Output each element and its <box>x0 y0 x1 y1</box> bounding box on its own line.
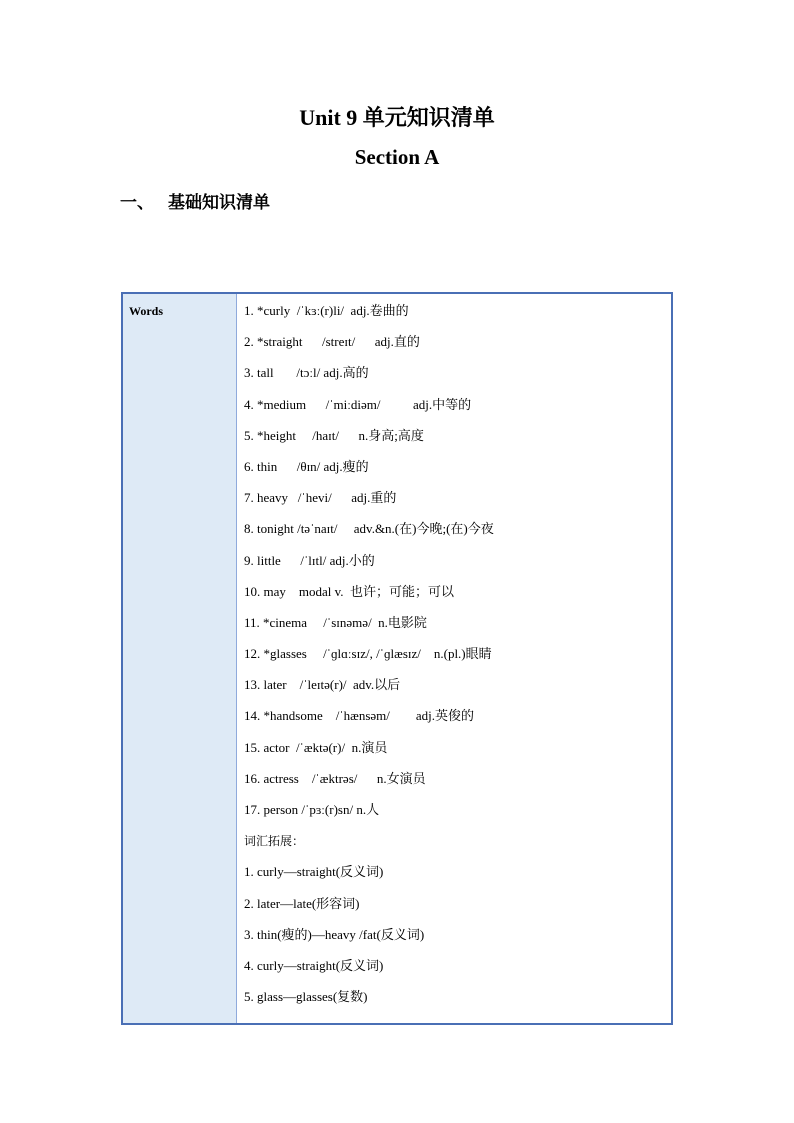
vocabulary-list <box>244 300 671 830</box>
vocabulary-table <box>121 292 673 1025</box>
extension-item: 5. glass—glasses(复数) <box>244 989 368 1005</box>
vocab-item: 15. actor /ˈæktə(r)/ n.演员 <box>244 739 388 755</box>
section-subtitle: Section A <box>354 145 440 169</box>
words-content-cell <box>237 293 673 1024</box>
extension-heading: 词汇拓展： <box>244 834 305 849</box>
section-number: 一、 <box>120 193 154 213</box>
extension-item: 3. thin(瘦的)—heavy /fat(反义词) <box>244 926 425 942</box>
vocab-item: 11. *cinema /ˈsɪnəmə/ n.电影院 <box>244 614 427 630</box>
vocab-item: 17. person /ˈpɜː(r)sn/ n.人 <box>244 802 380 817</box>
vocab-item: 7. heavy /ˈhevi/ adj.重的 <box>244 490 397 506</box>
vocab-item: 8. tonight /təˈnaɪt/ adv.&n.(在)今晚;(在)今夜 <box>244 521 494 537</box>
extension-list <box>244 861 671 1017</box>
vocab-item: 14. *handsome /ˈhænsəm/ adj.英俊的 <box>244 708 475 724</box>
vocab-item: 6. thin /θɪn/ adj.瘦的 <box>244 458 369 474</box>
vocab-item: 13. later /ˈleɪtə(r)/ adv.以后 <box>244 677 401 693</box>
vocab-item: 5. *height /haɪt/ n.身高;高度 <box>244 427 424 443</box>
document-title: Unit 9 单元知识清单 <box>299 105 495 130</box>
table-row <box>122 293 672 1024</box>
extension-item: 2. later—late(形容词) <box>244 895 360 911</box>
words-label: Words <box>129 304 164 318</box>
words-label-cell <box>122 293 237 1024</box>
vocab-item: 10. may modal v. 也许；可能；可以 <box>244 583 455 599</box>
section-heading <box>120 188 270 213</box>
vocab-item: 1. *curly /ˈkɜː(r)li/ adj.卷曲的 <box>244 303 409 318</box>
vocab-item: 16. actress /ˈæktrəs/ n.女演员 <box>244 770 426 786</box>
vocab-item: 9. little /ˈlɪtl/ adj.小的 <box>244 552 375 568</box>
vocab-item: 2. *straight /streɪt/ adj.直的 <box>244 334 420 350</box>
extension-item: 1. curly—straight(反义词) <box>244 864 384 880</box>
vocab-item: 12. *glasses /ˈɡlɑːsɪz/, /ˈɡlæsɪz/ n.(pl.)眼睛 <box>244 646 492 662</box>
extension-item: 4. curly—straight(反义词) <box>244 957 384 973</box>
vocab-item: 4. *medium /ˈmiːdiəm/ adj.中等的 <box>244 396 472 412</box>
section-heading-text: 基础知识清单 <box>168 193 270 213</box>
vocab-item: 3. tall /tɔːl/ adj.高的 <box>244 365 369 381</box>
